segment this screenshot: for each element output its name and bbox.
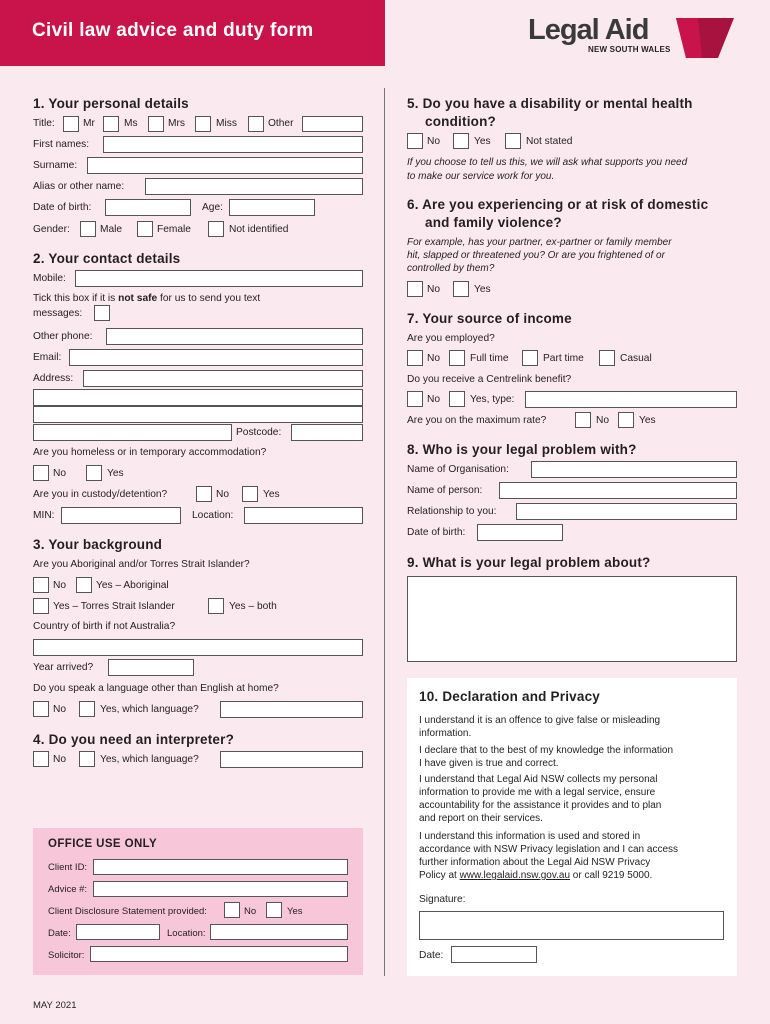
client-id-label: Client ID:: [48, 862, 88, 873]
section-7-heading: 7. Your source of income: [407, 311, 572, 326]
signature-input[interactable]: [419, 911, 724, 940]
title-ms-checkbox[interactable]: [103, 116, 119, 132]
disability-yes-checkbox[interactable]: [453, 133, 469, 149]
disclosure-label: Client Disclosure Statement provided:: [48, 906, 207, 917]
section-5-heading: 5. Do you have a disability or mental health: [407, 96, 693, 111]
employed-casual-checkbox[interactable]: [599, 350, 615, 366]
title-miss-checkbox[interactable]: [195, 116, 211, 132]
employed-full-time-checkbox[interactable]: [449, 350, 465, 366]
section-4-heading: 4. Do you need an interpreter?: [33, 732, 235, 747]
title-other-label: Other: [268, 118, 294, 129]
employed-part-time-label: Part time: [543, 353, 584, 364]
disclosure-yes-checkbox[interactable]: [266, 902, 282, 918]
year-arrived-input[interactable]: [108, 659, 194, 676]
email-input[interactable]: [69, 349, 363, 366]
address-input-line3[interactable]: [33, 406, 363, 423]
interpreter-no-checkbox[interactable]: [33, 751, 49, 767]
custody-yes-checkbox[interactable]: [242, 486, 258, 502]
centrelink-yes-checkbox[interactable]: [449, 391, 465, 407]
atsi-aboriginal-checkbox[interactable]: [76, 577, 92, 593]
gender-not-identified-label: Not identified: [229, 224, 289, 235]
form-title: Civil law advice and duty form: [32, 20, 314, 41]
centrelink-type-input[interactable]: [525, 391, 737, 408]
dv-yes-label: Yes: [474, 284, 491, 295]
advice-input[interactable]: [93, 881, 348, 897]
organisation-label: Name of Organisation:: [407, 464, 509, 475]
not-safe-text: Tick this box if it is not safe for us to send you text: [33, 293, 261, 304]
max-rate-no-checkbox[interactable]: [575, 412, 591, 428]
solicitor-input[interactable]: [90, 946, 348, 962]
language-no-label: No: [53, 704, 67, 715]
country-question: Country of birth if not Australia?: [33, 621, 176, 632]
gender-not-identified-checkbox[interactable]: [208, 221, 224, 237]
client-id-input[interactable]: [93, 859, 348, 875]
alias-input[interactable]: [145, 178, 363, 195]
atsi-both-label: Yes – both: [229, 601, 277, 612]
title-other-checkbox[interactable]: [248, 116, 264, 132]
dv-no-label: No: [427, 284, 441, 295]
email-label: Email:: [33, 352, 62, 363]
atsi-no-label: No: [53, 580, 67, 591]
language-yes-checkbox[interactable]: [79, 701, 95, 717]
gender-female-checkbox[interactable]: [137, 221, 153, 237]
organisation-input[interactable]: [531, 461, 737, 478]
not-safe-checkbox[interactable]: [94, 305, 110, 321]
privacy-policy-link[interactable]: www.legalaid.nsw.gov.au: [459, 870, 571, 881]
office-location-label: Location:: [167, 928, 206, 939]
centrelink-yes-label: Yes, type:: [470, 394, 515, 405]
atsi-aboriginal-label: Yes – Aboriginal: [96, 580, 169, 591]
address-input-line4[interactable]: [33, 424, 232, 441]
max-rate-question: Are you on the maximum rate?: [407, 415, 547, 426]
dv-note: For example, has your partner, ex-partner or family member: [407, 237, 672, 248]
age-input[interactable]: [229, 199, 315, 216]
disability-yes-label: Yes: [474, 136, 491, 147]
disclosure-no-label: No: [244, 906, 257, 917]
title-mrs-checkbox[interactable]: [148, 116, 164, 132]
person-name-label: Name of person:: [407, 485, 483, 496]
first-names-label: First names:: [33, 139, 90, 150]
gender-male-label: Male: [100, 224, 123, 235]
dob-label: Date of birth:: [33, 202, 92, 213]
not-safe-text-line2: messages:: [33, 308, 83, 319]
location-input[interactable]: [244, 507, 363, 524]
mobile-label: Mobile:: [33, 273, 66, 284]
interpreter-yes-label: Yes, which language?: [100, 754, 199, 765]
homeless-yes-label: Yes: [107, 468, 124, 479]
gender-female-label: Female: [157, 224, 191, 235]
title-mr-checkbox[interactable]: [63, 116, 79, 132]
section-5-heading-line2: condition?: [425, 114, 496, 129]
other-phone-input[interactable]: [106, 328, 363, 345]
title-label: Title:: [33, 118, 55, 129]
section-10-heading: 10. Declaration and Privacy: [419, 689, 600, 704]
disability-no-checkbox[interactable]: [407, 133, 423, 149]
custody-question: Are you in custody/detention?: [33, 489, 168, 500]
custody-no-label: No: [216, 489, 230, 500]
country-input[interactable]: [33, 639, 363, 656]
office-location-input[interactable]: [210, 924, 348, 940]
surname-input[interactable]: [87, 157, 363, 174]
relationship-label: Relationship to you:: [407, 506, 497, 517]
surname-label: Surname:: [33, 160, 78, 171]
title-mr-label: Mr: [83, 118, 95, 129]
disclosure-no-checkbox[interactable]: [224, 902, 240, 918]
logo-subtitle: NEW SOUTH WALES: [588, 45, 671, 54]
homeless-question: Are you homeless or in temporary accommodation?: [33, 447, 267, 458]
max-rate-yes-label: Yes: [639, 415, 656, 426]
title-ms-label: Ms: [124, 118, 138, 129]
mobile-input[interactable]: [75, 270, 363, 287]
footer-date: MAY 2021: [33, 1000, 77, 1011]
other-dob-input[interactable]: [477, 524, 563, 541]
person-name-input[interactable]: [499, 482, 737, 499]
language-input[interactable]: [220, 701, 363, 718]
office-date-label: Date:: [48, 928, 71, 939]
advice-label: Advice #:: [48, 884, 88, 895]
custody-yes-label: Yes: [263, 489, 280, 500]
employed-part-time-checkbox[interactable]: [522, 350, 538, 366]
section-8-heading: 8. Who is your legal problem with?: [407, 442, 637, 457]
declaration-date-input[interactable]: [451, 946, 537, 963]
employed-full-time-label: Full time: [470, 353, 509, 364]
interpreter-no-label: No: [53, 754, 67, 765]
min-label: MIN:: [33, 510, 55, 521]
disability-note: If you choose to tell us this, we will ask what supports you need: [407, 157, 688, 168]
interpreter-language-input[interactable]: [220, 751, 363, 768]
employed-casual-label: Casual: [620, 353, 652, 364]
dv-note-line2: hit, slapped or threatened you? Or are you frightened of or: [407, 250, 665, 261]
language-question: Do you speak a language other than English at home?: [33, 683, 279, 694]
declaration-paragraph-3: I understand that Legal Aid NSW collects my personal information to provide me with a legal service, ensure accountability for the assistance it provides and to plan and report on their services.: [419, 774, 662, 824]
year-arrived-label: Year arrived?: [33, 662, 94, 673]
section-6-heading: 6. Are you experiencing or at risk of domestic: [407, 197, 709, 212]
employed-no-label: No: [427, 353, 441, 364]
title-mrs-label: Mrs: [168, 118, 185, 129]
relationship-input[interactable]: [516, 503, 737, 520]
homeless-no-checkbox[interactable]: [33, 465, 49, 481]
homeless-yes-checkbox[interactable]: [86, 465, 102, 481]
address-input-line2[interactable]: [33, 389, 363, 406]
dv-note-line3: controlled by them?: [407, 263, 495, 274]
office-use-heading: OFFICE USE ONLY: [48, 838, 158, 850]
min-input[interactable]: [61, 507, 181, 524]
disability-no-label: No: [427, 136, 441, 147]
interpreter-yes-checkbox[interactable]: [79, 751, 95, 767]
alias-label: Alias or other name:: [33, 181, 125, 192]
other-phone-label: Other phone:: [33, 331, 93, 342]
disability-not-stated-checkbox[interactable]: [505, 133, 521, 149]
section-9-heading: 9. What is your legal problem about?: [407, 555, 651, 570]
column-divider: [384, 88, 385, 976]
max-rate-no-label: No: [596, 415, 610, 426]
language-yes-label: Yes, which language?: [100, 704, 199, 715]
dob-input[interactable]: [105, 199, 191, 216]
other-dob-label: Date of birth:: [407, 527, 466, 538]
disability-not-stated-label: Not stated: [526, 136, 573, 147]
employed-question: Are you employed?: [407, 333, 495, 344]
atsi-both-checkbox[interactable]: [208, 598, 224, 614]
address-input-line1[interactable]: [83, 370, 363, 387]
gender-label: Gender:: [33, 224, 70, 235]
declaration-paragraph-2: I declare that to the best of my knowledge the information I have given is true and correct.: [419, 745, 674, 769]
atsi-question: Are you Aboriginal and/or Torres Strait Islander?: [33, 559, 250, 570]
section-6-heading-line2: and family violence?: [425, 215, 562, 230]
declaration-paragraph-4: I understand this information is used and stored in accordance with NSW Privacy legislation and I can access further information about the Legal Aid NSW Privacy Policy at www.legalaid.nsw.gov.au or call 9219 5000.: [419, 831, 679, 881]
solicitor-label: Solicitor:: [48, 950, 85, 961]
signature-label: Signature:: [419, 894, 466, 905]
disability-note-line2: to make our service work for you.: [407, 171, 555, 182]
postcode-input[interactable]: [291, 424, 363, 441]
postcode-label: Postcode:: [236, 427, 282, 438]
language-no-checkbox[interactable]: [33, 701, 49, 717]
atsi-tsi-label: Yes – Torres Strait Islander: [53, 601, 175, 612]
dv-yes-checkbox[interactable]: [453, 281, 469, 297]
title-other-input[interactable]: [302, 116, 363, 132]
disclosure-yes-label: Yes: [287, 906, 303, 917]
centrelink-no-label: No: [427, 394, 441, 405]
custody-no-checkbox[interactable]: [196, 486, 212, 502]
atsi-no-checkbox[interactable]: [33, 577, 49, 593]
location-label: Location:: [192, 510, 234, 521]
office-date-input[interactable]: [76, 924, 160, 940]
max-rate-yes-checkbox[interactable]: [618, 412, 634, 428]
homeless-no-label: No: [53, 468, 67, 479]
logo-mark-icon: [672, 18, 734, 60]
centrelink-question: Do you receive a Centrelink benefit?: [407, 374, 572, 385]
employed-no-checkbox[interactable]: [407, 350, 423, 366]
address-label: Address:: [33, 373, 74, 384]
centrelink-no-checkbox[interactable]: [407, 391, 423, 407]
section-1-heading: 1. Your personal details: [33, 96, 189, 111]
declaration-paragraph-1: I understand it is an offence to give false or misleading information.: [419, 715, 661, 739]
gender-male-checkbox[interactable]: [80, 221, 96, 237]
dv-no-checkbox[interactable]: [407, 281, 423, 297]
title-miss-label: Miss: [216, 118, 237, 129]
logo-wordmark: Legal Aid: [528, 14, 649, 46]
atsi-tsi-checkbox[interactable]: [33, 598, 49, 614]
declaration-date-label: Date:: [419, 950, 444, 961]
first-names-input[interactable]: [103, 136, 363, 153]
legal-problem-textarea[interactable]: [407, 576, 737, 662]
section-3-heading: 3. Your background: [33, 537, 163, 552]
section-2-heading: 2. Your contact details: [33, 251, 181, 266]
age-label: Age:: [202, 202, 223, 213]
